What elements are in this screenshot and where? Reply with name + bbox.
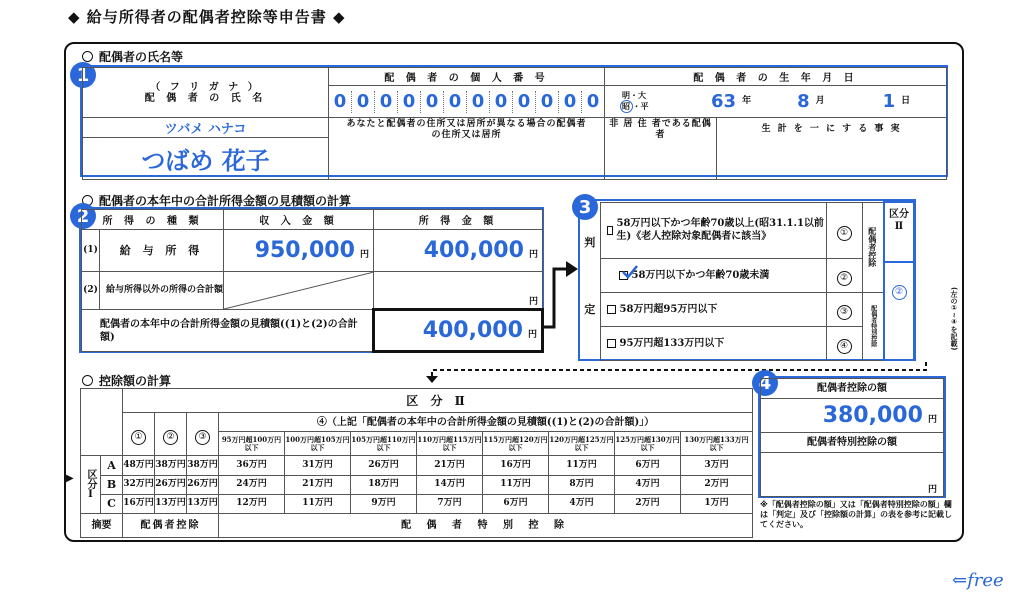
calc-cell: 18万円 xyxy=(351,475,417,494)
summary-special: 配 偶 者 特 別 控 除 xyxy=(219,513,753,537)
section1-label xyxy=(82,48,183,65)
row2-earnings-field[interactable] xyxy=(374,272,543,310)
row2-number: (2) xyxy=(82,272,100,310)
calc-cell: 14万円 xyxy=(417,475,483,494)
circle-icon xyxy=(82,51,93,62)
calc-cell: 16万円 xyxy=(123,494,155,513)
option-2-text: 58万円以下かつ年齢70歳未満 xyxy=(631,269,770,281)
calc-section-label xyxy=(82,372,171,389)
calc-row-header: 区分Ⅰ xyxy=(81,456,101,514)
row1-label: 給 与 所 得 xyxy=(100,230,224,272)
calc-cell: 2万円 xyxy=(615,494,681,513)
checkbox-3[interactable] xyxy=(607,305,616,314)
option-1-text: 58万円以下かつ年齢70歳以上(昭31.1.1以前生)《老人控除対象配偶者に該当》 xyxy=(616,218,824,242)
birthdate-field[interactable] xyxy=(605,86,947,118)
range-header: 125万円超130万円以下 xyxy=(615,432,681,456)
furigana-header: （ フ リ ガ ナ ） xyxy=(150,81,261,93)
col-income-type: 所 得 の 種 類 xyxy=(82,210,224,230)
option-3-number: ③ xyxy=(837,305,852,320)
calc-cell: 26万円 xyxy=(351,456,417,475)
calc-col-4-header: ④（上記「配偶者の本年中の合計所得金額の見積額((1)と(2)の合計額)」） xyxy=(219,413,753,432)
total-label: 配偶者の本年中の合計所得金額の見積額((1)と(2)の合計額) xyxy=(82,310,374,352)
calc-cell: 21万円 xyxy=(285,475,351,494)
judgement-option-1[interactable] xyxy=(600,202,826,258)
deduction-calc-table xyxy=(80,388,753,538)
calc-cell: 31万円 xyxy=(285,456,351,475)
era-bottom: ・平 xyxy=(632,100,649,111)
checkbox-1[interactable] xyxy=(607,226,613,235)
judge-label-bottom: 定 xyxy=(584,303,596,316)
judge-label-top: 判 xyxy=(584,236,596,249)
income-calc-table xyxy=(81,209,544,353)
calc-cell: 13万円 xyxy=(155,494,187,513)
step-badge-3: 3 xyxy=(572,194,598,220)
judgement-table xyxy=(580,201,915,361)
deduction-amount-value: 380,000 xyxy=(822,403,923,428)
calc-cell: 2万円 xyxy=(681,475,753,494)
row1-income-value: 950,000 xyxy=(254,238,355,263)
calc-col-2: ② xyxy=(163,430,178,445)
yen-unit: 円 xyxy=(528,297,538,307)
calc-cell: 48万円 xyxy=(123,456,155,475)
calc-cell: 11万円 xyxy=(483,475,549,494)
total-value: 400,000 xyxy=(422,318,523,343)
yen-unit: 円 xyxy=(359,250,369,260)
calc-row-key: B xyxy=(101,475,123,494)
option-4-text: 95万円超133万円以下 xyxy=(619,337,725,349)
deduction-type-label: 配偶者控除 xyxy=(862,202,884,292)
calc-cell: 11万円 xyxy=(549,456,615,475)
calc-cell: 4万円 xyxy=(549,494,615,513)
calc-cell: 11万円 xyxy=(285,494,351,513)
judgement-option-2[interactable] xyxy=(600,258,826,292)
nonresident-header: 非 居 住 者である配偶者 xyxy=(609,119,712,140)
calc-cell: 26万円 xyxy=(155,475,187,494)
birth-header: 配 偶 者 の 生 年 月 日 xyxy=(605,68,947,86)
calc-row xyxy=(81,494,753,513)
livelihood-field[interactable] xyxy=(717,118,947,180)
mynumber-digit: 0 xyxy=(329,91,352,113)
calc-cell: 8万円 xyxy=(549,475,615,494)
option-2-number: ② xyxy=(837,271,852,286)
calc-cell: 7万円 xyxy=(417,494,483,513)
birth-day: 1 xyxy=(882,91,896,112)
mynumber-digit: 0 xyxy=(398,91,421,113)
calc-cell: 24万円 xyxy=(219,475,285,494)
logo-arrow-icon: ⇐ xyxy=(952,570,968,591)
special-amount-field[interactable] xyxy=(761,453,944,497)
summary-deduction: 配偶者控除 xyxy=(123,513,219,537)
nonresident-field[interactable] xyxy=(605,118,717,180)
calc-section-label-text: 控除額の計算 xyxy=(99,374,172,388)
era-selected: 昭 xyxy=(620,100,633,113)
yen-unit: 円 xyxy=(927,485,937,495)
calc-cell: 3万円 xyxy=(681,456,753,475)
range-header: 95万円超100万円以下 xyxy=(219,432,285,456)
option-4-number: ④ xyxy=(837,339,852,354)
row1-earnings-value: 400,000 xyxy=(423,238,524,263)
judgement-option-4[interactable] xyxy=(600,326,826,360)
category-ii-value: ② xyxy=(892,285,907,300)
col-earnings: 所 得 金 額 xyxy=(374,210,543,230)
mynumber-digit: 0 xyxy=(352,91,375,113)
col-revenue: 収 入 金 額 xyxy=(224,210,374,230)
range-header: 100万円超105万円以下 xyxy=(285,432,351,456)
deduction-amount-label: 配偶者控除の額 xyxy=(761,379,944,399)
calc-cell: 38万円 xyxy=(155,456,187,475)
range-header: 105万円超110万円以下 xyxy=(351,432,417,456)
form-title: ◆ 給与所得者の配偶者控除等申告書 ◆ xyxy=(68,8,346,26)
day-unit: 日 xyxy=(901,96,911,106)
calc-cell: 26万円 xyxy=(187,475,219,494)
birth-month: 8 xyxy=(797,91,810,112)
calc-cell: 9万円 xyxy=(351,494,417,513)
mynumber-digit: 0 xyxy=(513,91,536,113)
month-unit: 月 xyxy=(815,96,825,106)
category-ii-header: 区分Ⅱ xyxy=(889,209,909,232)
judgement-option-3[interactable] xyxy=(600,292,826,326)
calc-cell: 1万円 xyxy=(681,494,753,513)
category-side-note: (左の①~④を記載) xyxy=(950,287,958,351)
range-header: 120万円超125万円以下 xyxy=(549,432,615,456)
livelihood-header: 生 計 を 一 に す る 事 実 xyxy=(761,124,902,134)
range-header: 130万円超133万円以下 xyxy=(681,432,753,456)
category-ii-field[interactable] xyxy=(884,202,914,360)
spouse-name-field[interactable]: つばめ 花子 xyxy=(83,138,329,180)
calc-cell: 32万円 xyxy=(123,475,155,494)
option-1-number: ① xyxy=(837,226,852,241)
mynumber-digit: 0 xyxy=(586,90,600,112)
mynumber-digit: 0 xyxy=(490,91,513,113)
range-header: 115万円超120万円以下 xyxy=(483,432,549,456)
flow-arrow xyxy=(540,255,580,335)
address-header: あなたと配偶者の住所又は居所が異なる場合の配偶者の住所又は居所 xyxy=(346,119,587,140)
checkbox-4[interactable] xyxy=(607,339,616,348)
summary-label: 摘要 xyxy=(81,513,123,537)
furigana-field[interactable]: ツバメ ハナコ xyxy=(83,118,329,138)
row1-number: (1) xyxy=(82,230,100,272)
row2-label: 給与所得以外の所得の合計額 xyxy=(100,272,224,310)
yen-unit: 円 xyxy=(927,415,937,425)
calc-cell: 38万円 xyxy=(187,456,219,475)
circle-icon xyxy=(82,375,93,386)
special-type-label: 配偶者特別控除 xyxy=(862,292,884,360)
calc-cell: 16万円 xyxy=(483,456,549,475)
mynumber-digit: 0 xyxy=(467,91,490,113)
calc-cell: 6万円 xyxy=(615,456,681,475)
deduction-amount-field[interactable] xyxy=(761,399,944,433)
special-amount-label: 配偶者特別控除の額 xyxy=(761,433,944,453)
calc-col-3: ③ xyxy=(195,430,210,445)
diagonal-line xyxy=(224,272,374,310)
calc-cell: 6万円 xyxy=(483,494,549,513)
calc-row-key: C xyxy=(101,494,123,513)
row1-income-field[interactable] xyxy=(224,230,374,272)
option-3-text: 58万円超95万円以下 xyxy=(619,303,718,315)
calc-row-key: A xyxy=(101,456,123,475)
section1-label-text: 配偶者の氏名等 xyxy=(99,50,184,64)
calc-cell: 12万円 xyxy=(219,494,285,513)
total-field[interactable] xyxy=(374,310,543,352)
yen-unit: 円 xyxy=(527,330,537,340)
spouse-info-table xyxy=(82,67,947,180)
step-badge-2: 2 xyxy=(70,203,96,229)
year-unit: 年 xyxy=(742,96,752,106)
section4-note: ※「配偶者控除の額」又は「配偶者特別控除の額」欄は「判定」及び「控除額の計算」の表を参考に記載してください。 xyxy=(760,500,952,529)
calc-cell: 4万円 xyxy=(615,475,681,494)
step-badge-1: 1 xyxy=(70,62,96,88)
calc-category-header: 区 分 Ⅱ xyxy=(123,389,753,413)
calc-row xyxy=(81,475,753,494)
row1-earnings-field[interactable] xyxy=(374,230,543,272)
mynumber-digit: 0 xyxy=(421,91,444,113)
calc-col-1: ① xyxy=(131,430,146,445)
step-badge-4: 4 xyxy=(752,370,778,396)
birth-year: 63 xyxy=(711,91,737,112)
deduction-amount-table xyxy=(760,378,944,497)
name-header: 配 偶 者 の 氏 名 xyxy=(144,92,267,104)
calc-row xyxy=(81,456,753,475)
range-header: 110万円超115万円以下 xyxy=(417,432,483,456)
row2-income-field[interactable] xyxy=(224,272,374,310)
era-top: 明・大 xyxy=(622,89,646,100)
checkmark-icon xyxy=(621,264,639,280)
mynumber-digit: 0 xyxy=(536,91,559,113)
spouse-address-field[interactable] xyxy=(329,118,605,180)
calc-cell: 36万円 xyxy=(219,456,285,475)
mynumber-field[interactable] xyxy=(329,86,605,118)
logo-text: free xyxy=(967,570,1004,591)
calc-cell: 21万円 xyxy=(417,456,483,475)
calc-cell: 13万円 xyxy=(187,494,219,513)
mynumber-digit: 0 xyxy=(375,91,398,113)
row-pointer-icon: ▶ xyxy=(66,473,74,484)
brand-logo xyxy=(952,570,1004,591)
yen-unit: 円 xyxy=(528,250,538,260)
section2-label-text: 配偶者の本年中の合計所得金額の見積額の計算 xyxy=(99,194,352,208)
mynumber-digit: 0 xyxy=(559,91,582,113)
mynumber-header: 配 偶 者 の 個 人 番 号 xyxy=(329,68,605,86)
mynumber-digit: 0 xyxy=(444,91,467,113)
